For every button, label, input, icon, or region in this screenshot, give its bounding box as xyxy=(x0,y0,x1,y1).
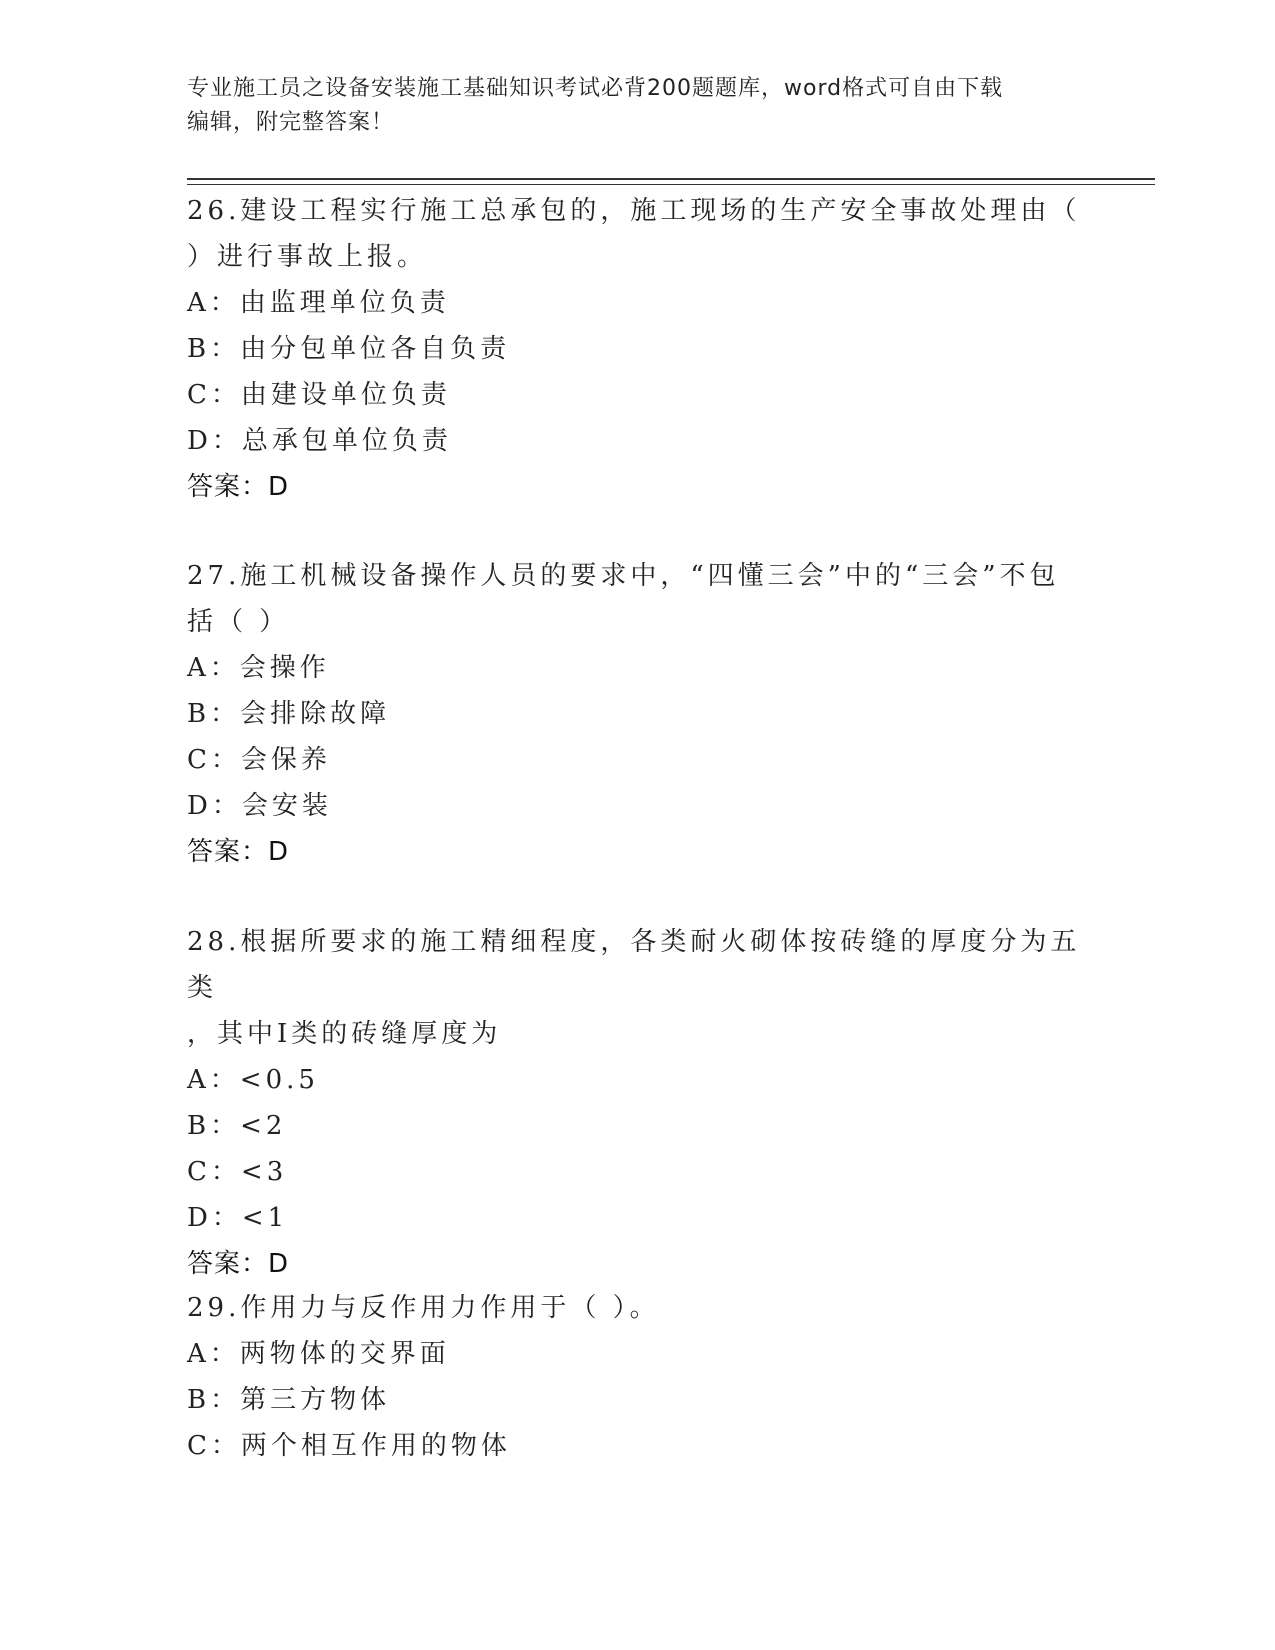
option-a xyxy=(187,1331,1087,1377)
option-c xyxy=(187,372,1087,418)
question-text xyxy=(187,553,1087,599)
header-line-1: 专业施工员之设备安装施工基础知识考试必背200题题库，word格式可自由下载 xyxy=(187,76,1004,101)
option-text: 由建设单位负责 xyxy=(240,380,451,410)
option-label: C： xyxy=(187,1157,241,1187)
question-text-line-2: ）进行事故上报。 xyxy=(187,242,428,272)
option-label: B： xyxy=(187,334,241,364)
option-label: C： xyxy=(187,1431,241,1461)
header-divider-bottom xyxy=(187,184,1155,185)
option-text: <1 xyxy=(241,1203,289,1233)
option-text: 由监理单位负责 xyxy=(239,288,450,318)
option-b xyxy=(187,326,1087,372)
question-text-line-1: 建设工程实行施工总承包的，施工现场的生产安全事故处理由（ xyxy=(240,196,1081,226)
option-d xyxy=(187,783,1087,829)
answer: 答案：D xyxy=(187,1249,290,1279)
option-label: D： xyxy=(187,1203,242,1233)
option-c xyxy=(187,737,1087,783)
question-text-line-1: 施工机械设备操作人员的要求中，“四懂三会”中的“三会”不包 xyxy=(240,561,1060,591)
question-text-line-2: ，其中Ⅰ类的砖缝厚度为 xyxy=(187,1019,502,1049)
header-line-2: 编辑，附完整答案！ xyxy=(187,110,395,135)
option-label: B： xyxy=(187,1385,241,1415)
option-label: A： xyxy=(187,288,240,318)
question-text-line-1: 根据所要求的施工精细程度，各类耐火砌体按砖缝的厚度分为五类 xyxy=(187,927,1081,1003)
question-text-line-1: 作用力与反作用力作用于（ ）。 xyxy=(240,1293,660,1323)
option-a xyxy=(187,1057,1087,1103)
option-b xyxy=(187,691,1087,737)
option-text: 会操作 xyxy=(239,653,330,683)
option-text: 第三方物体 xyxy=(240,1385,391,1415)
option-a xyxy=(187,280,1087,326)
option-label: B： xyxy=(187,699,241,729)
header-divider-top xyxy=(187,178,1155,180)
option-label: A： xyxy=(187,1065,240,1095)
answer: 答案：D xyxy=(187,837,290,867)
option-text: <3 xyxy=(240,1157,288,1187)
answer: 答案：D xyxy=(187,472,290,502)
document-header xyxy=(187,72,1067,140)
option-text: 由分包单位各自负责 xyxy=(240,334,511,364)
option-c xyxy=(187,1149,1087,1195)
question-27 xyxy=(187,553,1087,875)
option-text: <2 xyxy=(240,1111,287,1141)
option-label: D： xyxy=(187,791,242,821)
question-text-line-2: 括（ ） xyxy=(187,607,290,637)
question-number: 26. xyxy=(187,196,241,226)
option-text: 两物体的交界面 xyxy=(239,1339,450,1369)
option-text: 会安装 xyxy=(241,791,332,821)
question-26 xyxy=(187,188,1087,510)
question-28 xyxy=(187,919,1087,1287)
option-d xyxy=(187,418,1087,464)
option-a xyxy=(187,645,1087,691)
option-label: C： xyxy=(187,380,241,410)
question-text xyxy=(187,1285,1087,1331)
option-c xyxy=(187,1423,1087,1469)
question-number: 29. xyxy=(187,1293,241,1323)
option-text: 会保养 xyxy=(240,745,331,775)
option-b xyxy=(187,1103,1087,1149)
option-text: 会排除故障 xyxy=(240,699,391,729)
option-b xyxy=(187,1377,1087,1423)
question-29 xyxy=(187,1285,1087,1469)
option-text: 总承包单位负责 xyxy=(241,426,452,456)
option-label: A： xyxy=(187,653,240,683)
question-text xyxy=(187,919,1087,1011)
question-text xyxy=(187,188,1087,234)
option-label: B： xyxy=(187,1111,241,1141)
option-label: C： xyxy=(187,745,241,775)
question-number: 28. xyxy=(187,927,241,957)
option-label: D： xyxy=(187,426,242,456)
option-label: A： xyxy=(187,1339,240,1369)
question-number: 27. xyxy=(187,561,241,591)
option-d xyxy=(187,1195,1087,1241)
option-text: <0.5 xyxy=(239,1065,319,1095)
option-text: 两个相互作用的物体 xyxy=(240,1431,511,1461)
